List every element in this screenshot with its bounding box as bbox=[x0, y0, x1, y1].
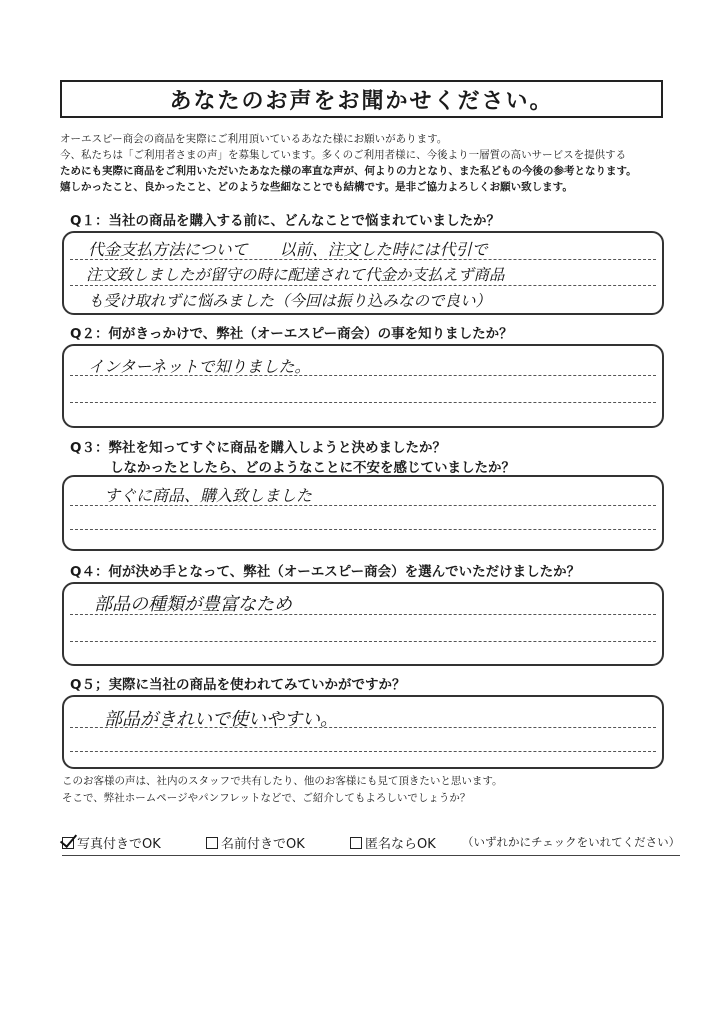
checkbox-name-ok[interactable] bbox=[206, 837, 218, 849]
option-label: 名前付きでOK bbox=[221, 837, 305, 852]
answer-box-3[interactable] bbox=[62, 475, 664, 551]
answer-box-5[interactable] bbox=[62, 695, 664, 769]
intro-line: ためにも実際に商品をご利用いただいたあなた様の率直な声が、何よりの力となり、また私どもの今後の参考となります。 bbox=[60, 165, 637, 177]
checkbox-anonymous-ok[interactable] bbox=[350, 837, 362, 849]
answer-1-line-3: も受け取れずに悩みました（今回は振り込みなので良い） bbox=[88, 292, 492, 310]
option-photo-ok[interactable] bbox=[62, 833, 161, 852]
form-title-text: あなたのお声をお聞かせください。 bbox=[169, 88, 554, 114]
question-4-label: Q４：何が決め手となって、弊社（オーエスピー商会）を選んでいただけましたか？ bbox=[70, 564, 581, 580]
answer-5-line-1: 部品がきれいで使いやすい。 bbox=[104, 709, 338, 730]
answer-line bbox=[70, 402, 656, 403]
divider bbox=[62, 855, 680, 856]
question-3-label: Q３：弊社を知ってすぐに商品を購入しようと決めましたか？ bbox=[70, 440, 446, 456]
intro-line: 嬉しかったこと、良かったこと、どのような些細なことでも結構です。是非ご協力よろしくお願い致します。 bbox=[60, 181, 573, 193]
answer-line bbox=[70, 285, 656, 286]
answer-4-line-1: 部品の種類が豊富なため bbox=[94, 594, 292, 615]
consent-options bbox=[62, 833, 682, 855]
question-3-label-2: しなかったとしたら、どのようなことに不安を感じていましたか？ bbox=[110, 460, 515, 476]
answer-line bbox=[70, 751, 656, 752]
answer-line bbox=[70, 529, 656, 530]
checkbox-photo-ok[interactable] bbox=[62, 837, 74, 849]
option-label: 匿名ならOK bbox=[365, 837, 436, 852]
consent-text bbox=[62, 773, 502, 807]
answer-2-line-1: インターネットで知りました。 bbox=[88, 357, 311, 376]
consent-line: そこで、弊社ホームページやパンフレットなどで、ご紹介してもよろしいでしょうか？ bbox=[62, 792, 471, 804]
answer-1-line-1: 代金支払方法について 以前、注文した時には代引で bbox=[88, 240, 488, 259]
answer-1-line-2: 注文致しましたが留守の時に配達されて代金か支払えず商品 bbox=[86, 266, 505, 284]
question-2-label: Q２：何がきっかけで、弊社（オーエスピー商会）の事を知りましたか？ bbox=[70, 326, 513, 342]
option-label: 写真付きでOK bbox=[77, 837, 161, 852]
option-name-ok[interactable] bbox=[206, 833, 305, 852]
answer-3-line-1: すぐに商品、購入致しました bbox=[104, 486, 313, 505]
answer-box-1[interactable] bbox=[62, 231, 664, 315]
intro-line: オーエスピー商会の商品を実際にご利用頂いているあなた様にお願いがあります。 bbox=[60, 133, 448, 145]
options-note: （いずれかにチェックをいれてください） bbox=[462, 835, 681, 849]
option-anonymous-ok[interactable] bbox=[350, 833, 436, 852]
intro-text bbox=[60, 131, 670, 195]
question-1-label: Q１：当社の商品を購入する前に、どんなことで悩まれていましたか？ bbox=[70, 213, 500, 229]
question-5-label: Q５；実際に当社の商品を使われてみていかがですか？ bbox=[70, 677, 406, 693]
consent-line: このお客様の声は、社内のスタッフで共有したり、他のお客様にも見て頂きたいと思います。 bbox=[62, 775, 503, 787]
answer-box-2[interactable] bbox=[62, 344, 664, 428]
intro-line: 今、私たちは「ご利用者さまの声」を募集しています。多くのご利用者様に、今後より一層質の高いサービスを提供する bbox=[60, 149, 627, 161]
answer-line bbox=[70, 641, 656, 642]
form-title bbox=[60, 80, 663, 118]
answer-box-4[interactable] bbox=[62, 582, 664, 666]
